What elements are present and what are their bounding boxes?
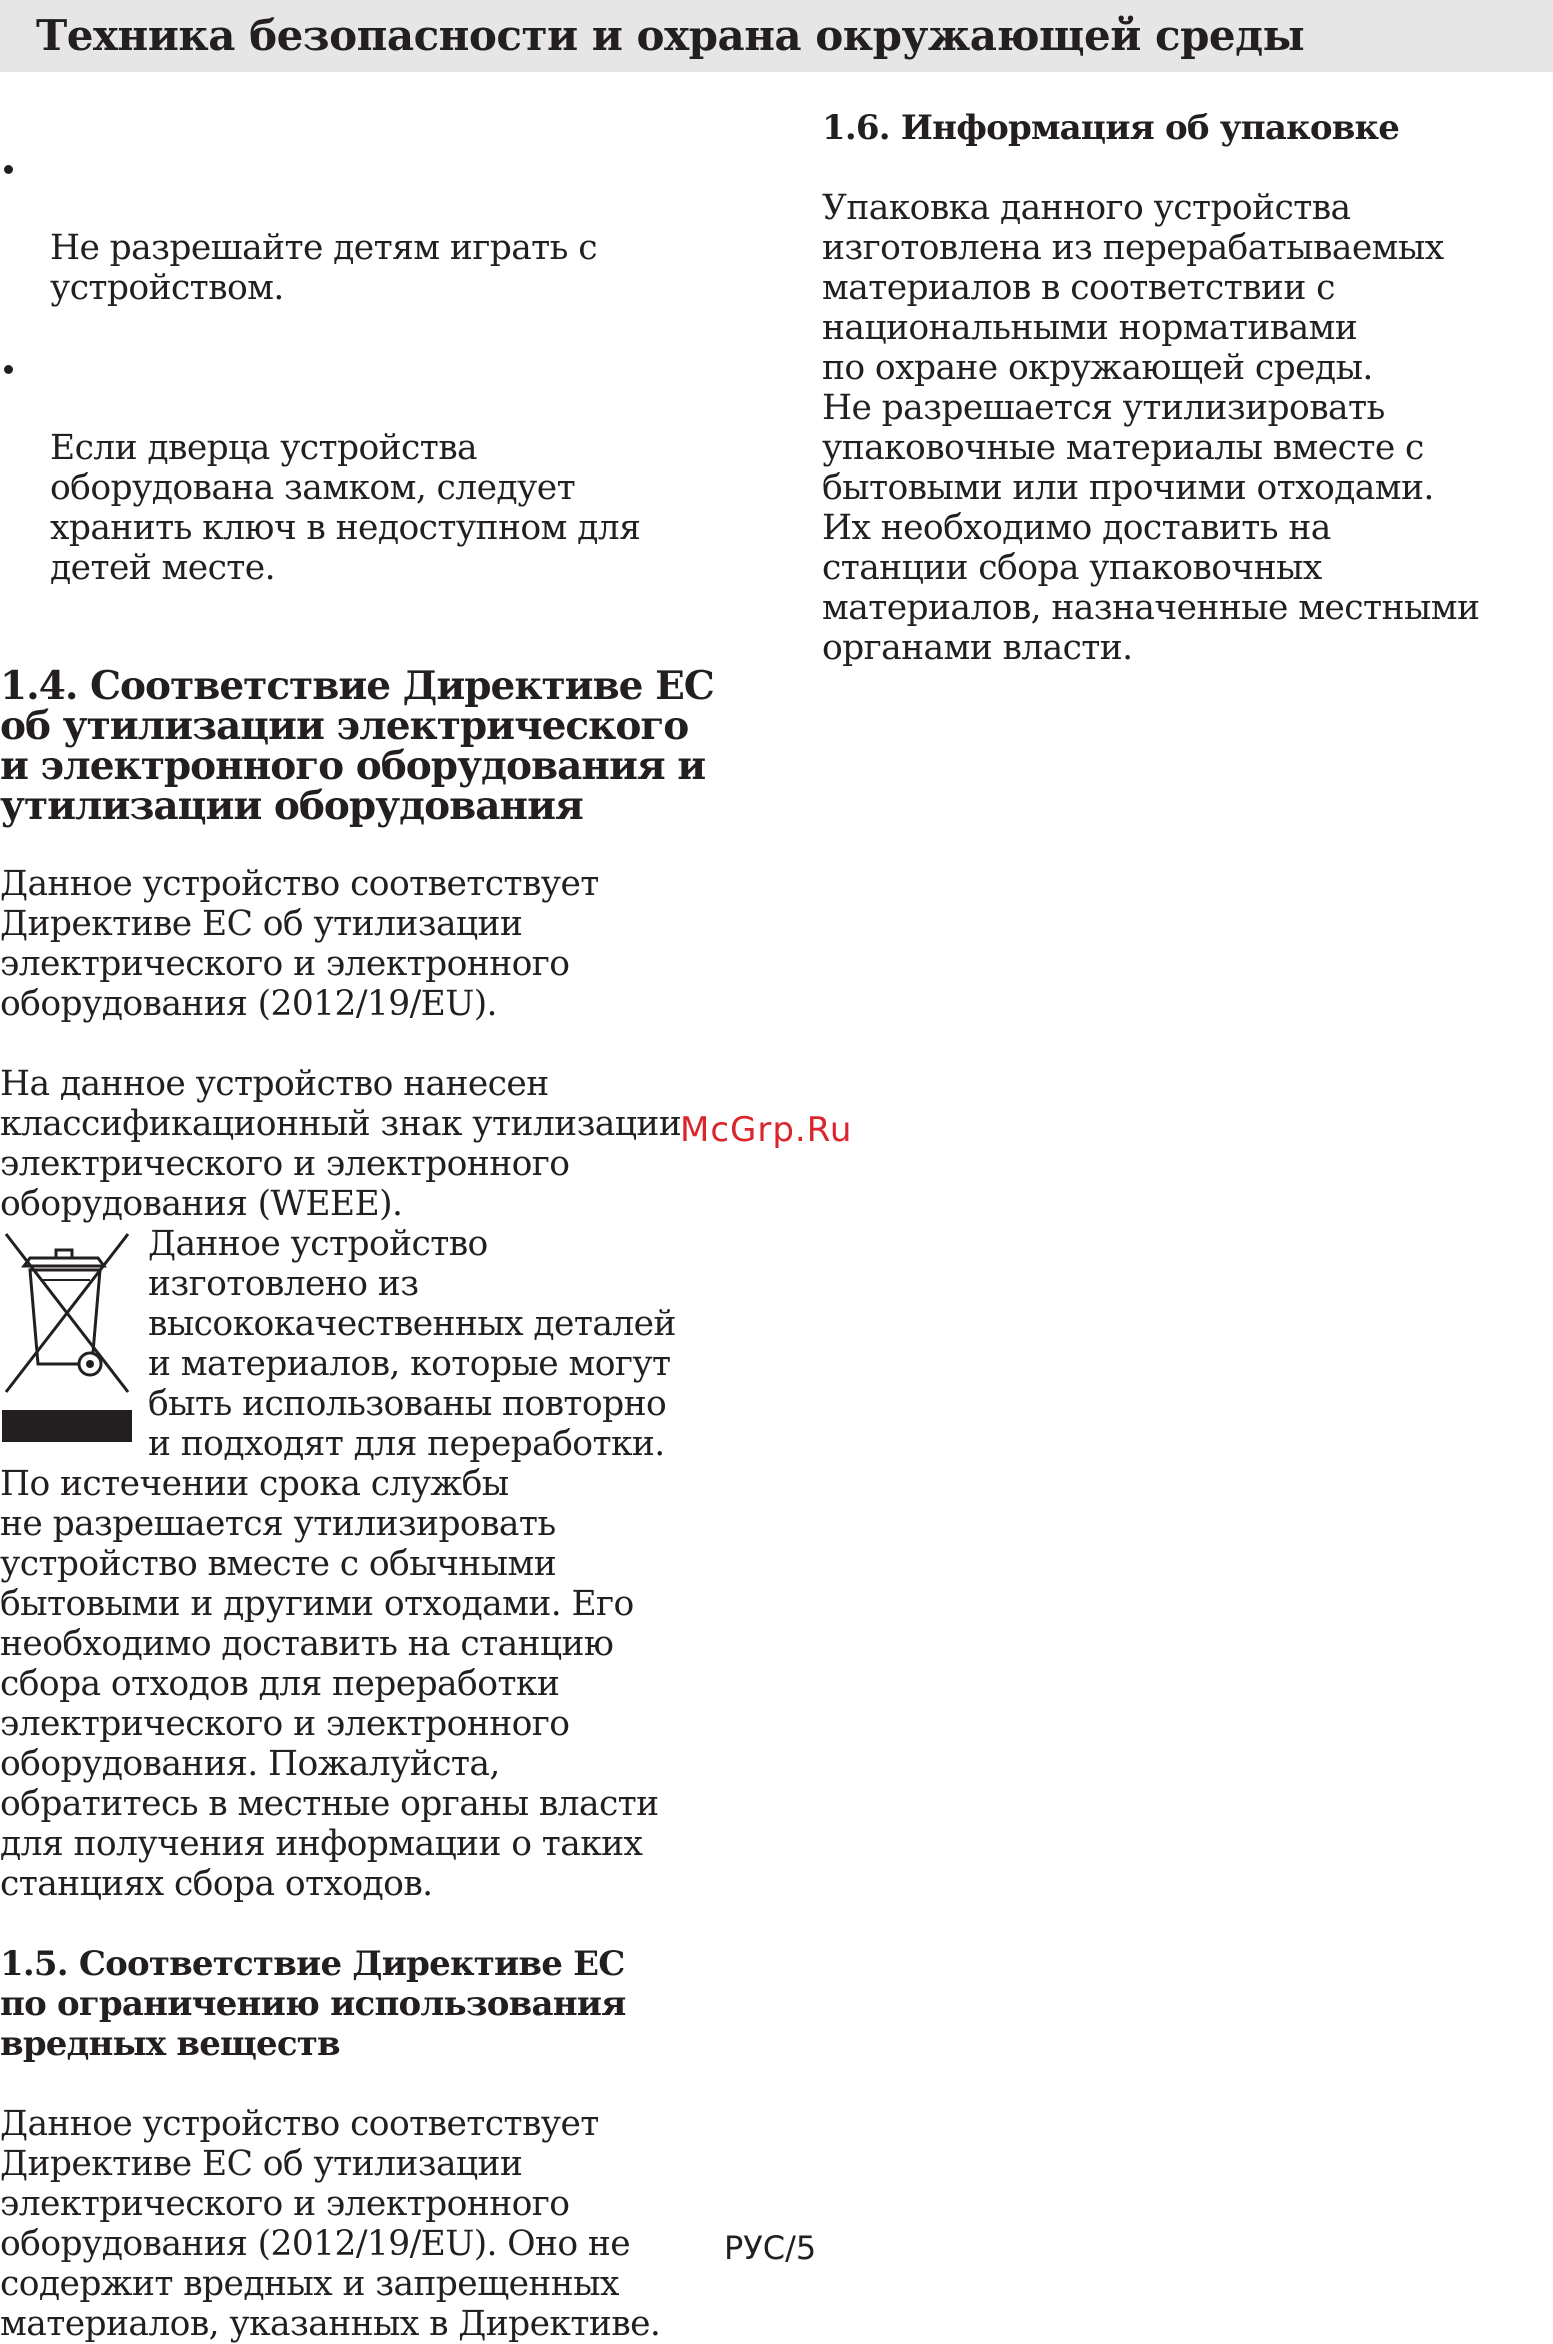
crossed-out-wheelie-bin-icon: [0, 1224, 134, 1442]
header-bar: [0, 0, 1553, 72]
weee-block: [0, 1224, 760, 1904]
section-1-4-paragraph-1: Данное устройство соответствует Директиве ЕС об утилизации электрического и электронного оборудования (2012/19/EU).: [0, 864, 599, 1024]
list-item: [0, 348, 760, 588]
section-1-4-paragraph-2: На данное устройство нанесен классификационный знак утилизации электрического и электронного оборудования (WEEE).: [0, 1064, 682, 1224]
right-column: [822, 108, 1542, 668]
bullet-text: Если дверца устройства оборудована замком, следует хранить ключ в недоступном для детей месте.: [50, 428, 641, 588]
bullet-list: [0, 108, 760, 628]
section-1-4-paragraph-3: не разрешается утилизировать устройство вместе с обычными бытовыми и другими отходами. Его необходимо доставить на станцию сбора отходов для переработки электрического и электронного оборудования. Пожалуйста, обратитесь в местные органы власти для получения информации о таких станциях сбора отходов.: [0, 1504, 659, 1904]
page-number: РУС/5: [724, 2229, 817, 2267]
page-title: Техника безопасности и охрана окружающей среды: [36, 11, 1305, 60]
watermark: McGrp.Ru: [680, 1110, 853, 1150]
list-item: [0, 148, 760, 308]
section-1-5-paragraph-1: Данное устройство соответствует Директиве ЕС об утилизации электрического и электронного оборудования (2012/19/EU). Оно не содержит вредных и запрещенных материалов, указанных в Директиве.: [0, 2104, 661, 2344]
section-1-4-paragraph-3-wrapped: Данное устройство изготовлено из высококачественных деталей и материалов, которые могут быть использованы повторно и подходят для переработки. По истечении срока службы: [0, 1224, 676, 1504]
bullet-text: Не разрешайте детям играть с устройством.: [50, 228, 597, 308]
left-column: [0, 108, 760, 2344]
section-1-6-heading: 1.6. Информация об упаковке: [822, 108, 1400, 148]
section-1-6-paragraph-1: Упаковка данного устройства изготовлена из перерабатываемых материалов в соответствии с национальными нормативами по охране окружающей среды. Не разрешается утилизировать упаковочные материалы вместе с бытовыми или прочими отходами. Их необходимо доставить на станции сбора упаковочных материалов, назначенные местными органами власти.: [822, 188, 1480, 668]
bullet-icon: [4, 165, 13, 174]
bullet-icon: [4, 365, 13, 374]
section-1-4-heading: 1.4. Соответствие Директиве ЕС об утилизации электрического и электронного оборудования и утилизации оборудования: [0, 663, 714, 829]
section-1-5-heading: 1.5. Соответствие Директиве ЕС по ограничению использования вредных веществ: [0, 1944, 626, 2064]
